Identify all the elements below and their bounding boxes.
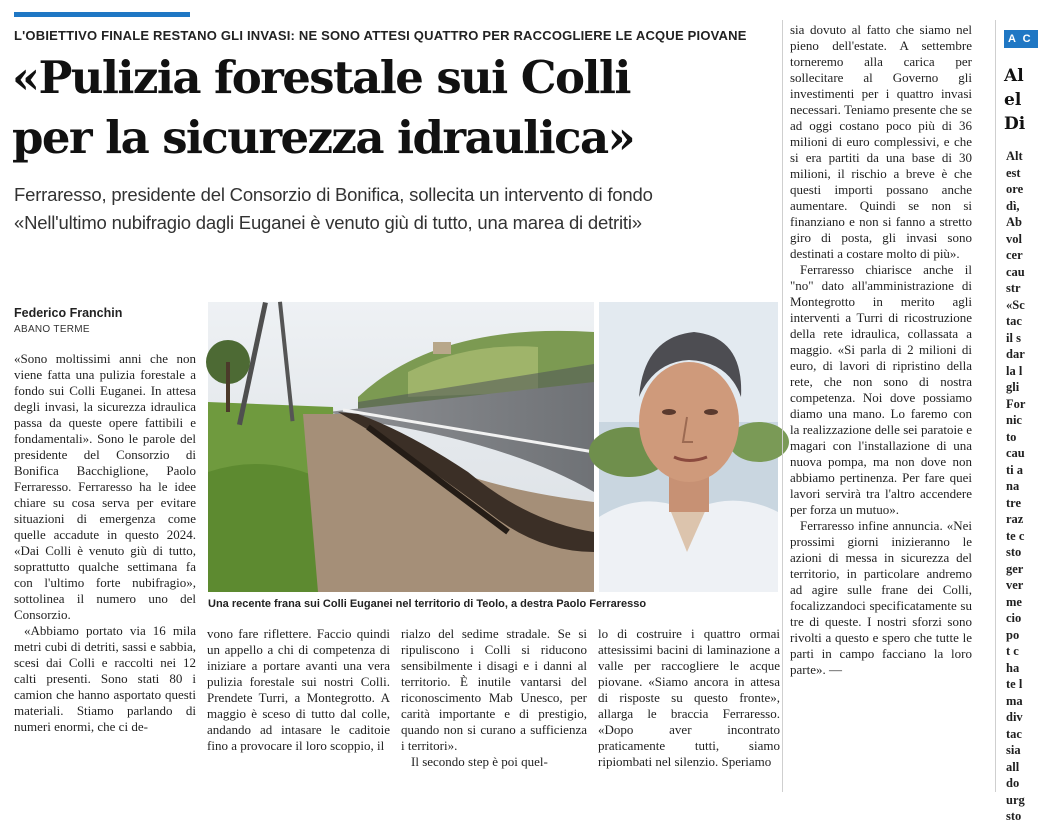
sidebar-section-tab: A C [1004,30,1038,48]
sidebar-line: all [1006,759,1020,774]
section-accent-bar [14,12,190,17]
headline-line-2: per la sicurezza idraulica» [12,111,635,164]
article-column-2 [207,626,390,794]
article-column-3 [401,626,587,794]
sidebar-line: te c [1006,528,1025,543]
sidebar-line: ver [1006,578,1024,592]
sidebar-line: il s [1006,330,1021,345]
sidebar-line: cio [1006,611,1022,625]
dateline-place: ABANO TERME [14,324,90,335]
sidebar-line: sia [1006,743,1021,757]
paragraph: Ferraresso infine annuncia. «Nei prossimi giorni inizieranno le azioni di messa in sicurezza del territorio, in particolare andremo ad agire sulle frane dei Colli, focalizzandoci specificatamente su tre di queste. I nostri sforzi sono rivolti a questo e spero che tutte le parti in campo facciano la loro parte». — [790,518,972,677]
landslide-photo [208,302,594,592]
sidebar-line: sto [1006,809,1022,823]
sidebar-text [1006,148,1036,825]
sidebar-line: ore [1006,182,1024,196]
sidebar-line: urg [1006,792,1025,807]
headline-line-1: «Pulizia forestale sui Colli [12,51,630,104]
paragraph: «Abbiamo portato via 16 mila metri cubi di detriti, sassi e sabbia, scesi dai Colli e raccolti nei 12 calti presenti. Sono stati 80 i camion che hanno asportato questi materiali. Stiamo parlando di numeri enormi, che ci de- [14,623,196,734]
sidebar-line: do [1006,776,1020,790]
sidebar-line: «Sc [1006,297,1025,312]
photo-caption: Una recente frana sui Colli Euganei nel territorio di Teolo, a destra Paolo Ferraresso [208,598,647,610]
sidebar-line: ger [1006,561,1024,576]
paragraph: «Sono moltissimi anni che non viene fatta una pulizia forestale a fondo sui Colli Euganei. In attesa degli invasi, la sicurezza idraulica passa da queste opere fattibili e fondamentali». Sono le parole del presidente del Consorzio di Bonifica Bacchiglione, Paolo Ferraresso. Ferraresso ha le idee chiare su cosa serva per evitare situazioni di emergenza come quelle accadute in questo 2024. «Dai Colli è venuto giù di tutto, soprattutto qualche settimana fa con l'ultimo forte nubifragio», sottolinea il numero uno del Consorzio. [14,351,196,622]
sidebar-line: Ab [1006,215,1022,229]
sidebar-line: tac [1006,314,1022,328]
sidebar-line: la l [1006,363,1023,378]
article-column-1 [14,351,196,791]
sidebar-line: tre [1006,495,1022,510]
sidebar-line: est [1006,165,1021,180]
sidebar-line: ma [1006,693,1023,708]
portrait-photo [599,302,778,592]
sidebar-line: to [1006,429,1017,444]
sidebar-line: For [1006,396,1026,411]
sidebar-headline [1004,64,1044,136]
sidebar-line: na [1006,479,1020,493]
subhead-line-2: «Nell'ultimo nubifragio dagli Euganei è venuto giù di tutto, una marea di detriti» [14,212,642,233]
sidebar-line: t c [1006,644,1019,658]
sidebar-line: str [1006,281,1021,295]
sidebar-line: gli [1006,380,1020,394]
sidebar-line: tac [1006,726,1022,741]
column-divider [782,20,783,792]
column-divider [995,20,996,792]
sidebar-line: div [1006,710,1023,724]
paragraph: Il secondo step è poi quel- [411,754,548,769]
article-column-5 [790,22,972,792]
sidebar-headline-line: Di [1004,114,1026,134]
paragraph: Ferraresso chiarisce anche il "no" dato all'amministrazione di Montegrotto in merito agli interventi a Turri di ricostruzione della rete idraulica, collassata a maggio. «Si parla di 2 milioni di euro, di lavori di ripristino della rete, che non sono di nostra competenza. Noi dove possiamo diamo una mano. Lo faremo con la realizzazione delle sei paratoie e magari con l'installazione di una nuova pompa, ma non dove non abbiamo pertinenza. Per fare quei lavori servirà tra l'altro accendere per forza un mutuo». [790,262,972,517]
kicker: L'OBIETTIVO FINALE RESTANO GLI INVASI: NE SONO ATTESI QUATTRO PER RACCOGLIERE LE ACQUE PIOVANE [14,28,747,43]
headline [12,48,782,168]
subhead-line-1: Ferraresso, presidente del Consorzio di Bonifica, sollecita un intervento di fondo [14,184,653,205]
paragraph: rialzo del sedime stradale. Se si ripuliscono i Colli si riducono sensibilmente i disagi e i danni al territorio. È inutile vantarsi del riconoscimento Mab Unesco, per carità importante e di prestigio, quando non si curano a sufficienza i territori». [401,626,587,753]
sidebar-line: raz [1006,512,1024,526]
sidebar-line: ha [1006,660,1020,675]
author-byline: Federico Franchin [14,306,123,320]
paragraph: vono fare riflettere. Faccio quindi un appello a chi di competenza di iniziare a portare avanti una vera pulizia forestale sui nostri Colli. Prendete Turri, a Montegrotto. A maggio è sceso di tutto dal colle, andando ad intasare le caditoie fino a provocare il loro scoppio, il [207,626,390,753]
sidebar-line: po [1006,627,1020,642]
sidebar-line: sto [1006,545,1022,559]
sidebar-line: me [1006,594,1022,609]
subheadline [14,181,784,237]
article-column-4 [598,626,780,794]
sidebar-line: dì, [1006,198,1020,213]
paragraph: sia dovuto al fatto che siamo nel pieno dell'estate. A settembre torneremo alla carica per sollecitare al Governo gli investimenti per i quattro invasi necessari. Teniamo presente che se ad oggi costano poco più di 36 milioni di euro complessivi, e che si era partiti da una base di 30 milioni, il rischio a breve è che questi importi possano anche aumentare. Quindi se non si finanziano e non si fanno a stretto giro di posta, gli invasi sono destinati a costare molto di più». [790,22,972,261]
sidebar-line: cer [1006,248,1023,262]
sidebar-line: cau [1006,446,1025,460]
sidebar-line: nic [1006,413,1022,427]
sidebar-headline-line: el [1004,90,1022,110]
sidebar-line: Alt [1006,149,1023,163]
sidebar-line: dar [1006,347,1025,361]
sidebar-line: vol [1006,231,1022,246]
paragraph: lo di costruire i quattro ormai attesissimi bacini di laminazione a valle per raccogliere le acque piovane. «Siamo ancora in attesa di risposte su questo fronte», allarga le braccia Ferraresso. «Dopo aver incontrato praticamente tutti, siamo ripiombati nel silenzio. Speriamo [598,626,780,769]
sidebar-headline-line: Al [1004,66,1024,86]
sidebar-line: cau [1006,264,1025,279]
sidebar-line: te l [1006,677,1023,691]
sidebar-line: ti a [1006,462,1024,477]
